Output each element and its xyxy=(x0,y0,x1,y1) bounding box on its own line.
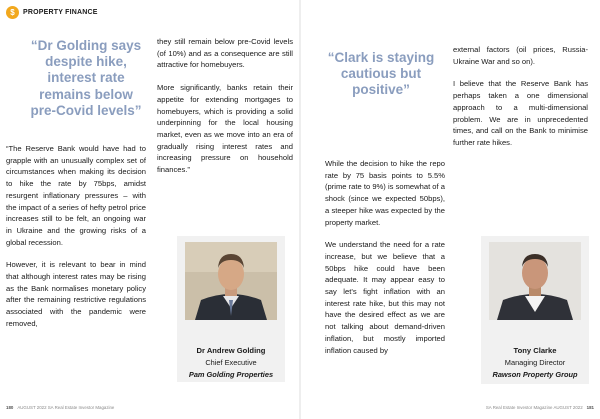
profile-company: Pam Golding Properties xyxy=(188,370,274,379)
paragraph: While the decision to hike the repo rate by 75 basis points to 5.5% (prime rate to 9%) is somewhat of a shock (since we expected 50bps), a steeper hike was expected by the property market. xyxy=(325,159,445,227)
portrait-golding-image xyxy=(185,242,277,320)
profile-card-clarke xyxy=(481,236,589,384)
profile-name: Dr Andrew Golding xyxy=(196,346,266,355)
pull-quote-clarke: “Clark is staying cautious but positive” xyxy=(327,50,435,98)
profile-card-golding xyxy=(177,236,285,382)
paragraph: However, it is relevant to bear in mind that although interest rates may be rising as the Bank normalises monetary policy after the remaining restrictive regulations associated with the pandemic were removed, xyxy=(6,260,146,328)
page-number: 181 xyxy=(586,405,594,410)
paragraph: I believe that the Reserve Bank has perhaps taken a one dimensional approach to a multi-dimensional problem. We are in unprecedented times, and call on the Bank to minimise further rate hikes. xyxy=(453,79,588,147)
pull-quote-golding: “Dr Golding says despite hike, interest rate remains below pre-Covid levels” xyxy=(30,38,142,118)
profile-role: Managing Director xyxy=(504,358,566,367)
footer-left xyxy=(6,405,114,410)
dollar-icon: $ xyxy=(6,6,19,19)
footer-right xyxy=(486,405,594,410)
section-header xyxy=(6,6,98,19)
portrait-photo-golding xyxy=(185,242,277,320)
article-column-1 xyxy=(6,143,146,330)
portrait-clarke-image xyxy=(489,242,581,320)
paragraph: We understand the need for a rate increase, but we believe that a 50bps hike could have been adequate. It may appear easy to say let’s fight inflation with an interest rate hike, but this may not have the desired effect as we are not talking about demand-driven inflation, but mostly imported inflation caused by xyxy=(325,240,445,355)
article-column-2 xyxy=(157,36,293,176)
footer-text: SA Real Estate Investor Magazine AUGUST 2022 xyxy=(485,405,583,410)
profile-company: Rawson Property Group xyxy=(492,370,578,379)
article-column-4 xyxy=(453,44,588,149)
footer-text: AUGUST 2022 SA Real Estate Investor Magazine xyxy=(17,405,115,410)
profile-role: Chief Executive xyxy=(205,358,257,367)
paragraph: external factors (oil prices, Russia-Ukraine War and so on). xyxy=(453,45,588,66)
section-label: PROPERTY FINANCE xyxy=(23,9,98,16)
paragraph: they still remain below pre-Covid levels (of 10%) and as a consequence are still attractive for homebuyers. xyxy=(157,37,293,70)
profile-name: Tony Clarke xyxy=(513,346,557,355)
page-gutter xyxy=(299,0,301,419)
paragraph: “The Reserve Bank would have had to grapple with an unusually complex set of circumstances when making its decision to hike the rate by 75bps, amidst resurgent inflationary pressures – with the impact of a series of hefty petrol price increases still to be felt, an ongoing war in Ukraine and the growing risks of a global recession. xyxy=(6,144,146,247)
article-column-3 xyxy=(325,158,445,356)
paragraph: More significantly, banks retain their appetite for extending mortgages to homebuyers, which is providing a solid underpinning for the local housing market, even as we move into an era of gradually rising interest rates and increasing pressure on household finances.” xyxy=(157,83,293,175)
page-number: 180 xyxy=(6,405,14,410)
portrait-photo-clarke xyxy=(489,242,581,320)
